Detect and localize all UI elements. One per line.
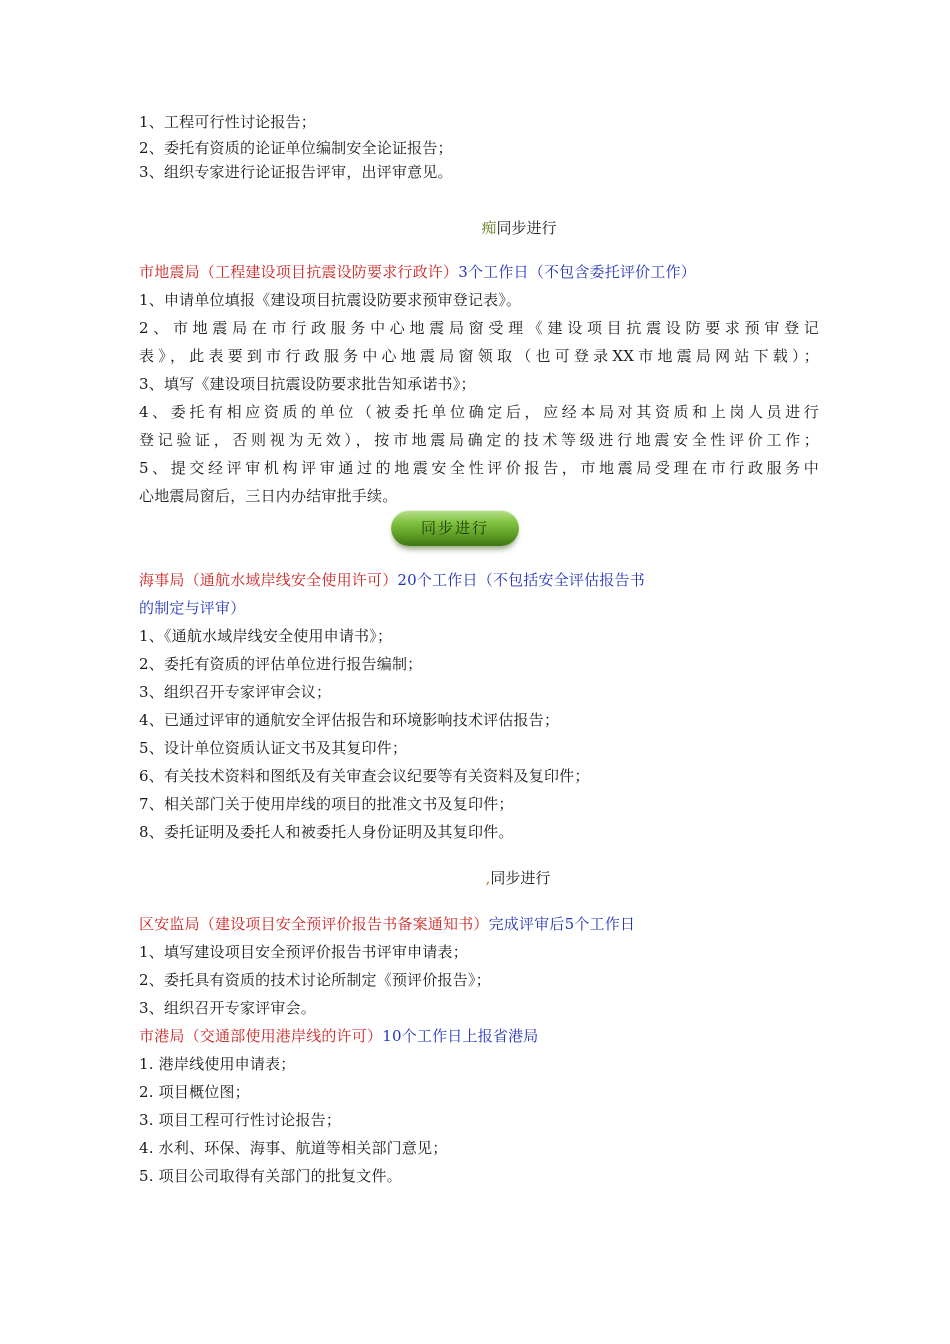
section-title-duration: 10个工作日上报省港局 xyxy=(382,1027,539,1045)
sync-mark: 痴 xyxy=(481,219,497,237)
list-item: 1. 港岸线使用申请表； xyxy=(139,1055,296,1073)
section-title-duration: 3个工作日（不包含委托评价工作） xyxy=(458,263,696,281)
list-item: 7、相关部门关于使用岸线的项目的批准文书及复印件； xyxy=(139,795,514,813)
list-item: 2、委托具有资质的技术讨论所制定《预评价报告》； xyxy=(139,971,491,989)
list-item: 3、组织专家进行论证报告评审，出评审意见。 xyxy=(139,163,453,181)
list-item: 5、设计单位资质认证文书及其复印件； xyxy=(139,739,408,757)
section-title-main: 市地震局（工程建设项目抗震设防要求行政许） xyxy=(139,263,459,281)
list-item: 表》，此表要到市行政服务中心地震局窗领取（也可登录XX市地震局网站下载）； xyxy=(139,347,819,365)
sync-text: 同步进行 xyxy=(490,869,551,887)
section-title xyxy=(139,1022,819,1050)
list-item: 5、提交经评审机构评审通过的地震安全性评价报告，市地震局受理在市行政服务中 xyxy=(139,459,819,477)
list-item: 2. 项目概位图； xyxy=(139,1083,250,1101)
list-item: 1、填写建设项目安全预评价报告书评审申请表； xyxy=(139,943,468,961)
section-maritime-bureau xyxy=(139,566,819,846)
sync-badge: 同步进行 xyxy=(391,510,519,546)
sync-text: 同步进行 xyxy=(496,219,557,237)
list-item: 3、填写《建设项目抗震设防要求批告知承诺书》； xyxy=(139,375,476,393)
list-item: 3、组织召开专家评审会。 xyxy=(139,999,316,1017)
list-item: 8、委托证明及委托人和被委托人身份证明及其复印件。 xyxy=(139,823,514,841)
sync-note xyxy=(217,864,819,892)
section-title-main: 区安监局（建设项目安全预评价报告书备案通知书） xyxy=(139,915,489,933)
sync-mark: , xyxy=(485,869,491,887)
list-item: 4. 水利、环保、海事、航道等相关部门意见； xyxy=(139,1139,448,1157)
section-safety-bureau xyxy=(139,910,819,1022)
list-item: 2、委托有资质的评估单位进行报告编制； xyxy=(139,655,423,673)
list-item: 4、已通过评审的通航安全评估报告和环境影响技术评估报告； xyxy=(139,711,560,729)
section-title xyxy=(139,258,819,286)
list-item: 1、《通航水域岸线安全使用申请书》； xyxy=(139,627,393,645)
list-item: 登记验证，否则视为无效），按市地震局确定的技术等级进行地震安全性评价工作； xyxy=(139,431,819,449)
list-item: 3. 项目工程可行性讨论报告； xyxy=(139,1111,342,1129)
list-item: 心地震局窗后，三日内办结审批手续。 xyxy=(139,487,398,505)
section-earthquake-bureau xyxy=(139,258,819,510)
list-item: 1、工程可行性讨论报告； xyxy=(139,113,316,131)
list-item: 3、组织召开专家评审会议； xyxy=(139,683,332,701)
sync-note xyxy=(219,214,819,242)
section-title xyxy=(139,566,819,594)
document-body xyxy=(139,108,819,1190)
section-title xyxy=(139,910,819,938)
intro-list xyxy=(139,108,819,184)
section-title-main: 市港局（交通部使用港岸线的许可） xyxy=(139,1027,383,1045)
section-title-continued: 的制定与评审） xyxy=(139,599,246,617)
list-item: 4、委托有相应资质的单位（被委托单位确定后，应经本局对其资质和上岗人员进行 xyxy=(139,403,819,421)
list-item: 6、有关技术资料和图纸及有关审查会议纪要等有关资料及复印件； xyxy=(139,767,590,785)
section-port-bureau xyxy=(139,1022,819,1190)
sync-badge-wrap xyxy=(91,510,819,554)
section-title-duration: 完成评审后5个工作日 xyxy=(488,915,636,933)
section-title-duration: 20个工作日（不包括安全评估报告书 xyxy=(397,571,645,589)
list-item: 2、市地震局在市行政服务中心地震局窗受理《建设项目抗震设防要求预审登记 xyxy=(139,319,819,337)
list-item: 1、申请单位填报《建设项目抗震设防要求预审登记表》。 xyxy=(139,291,522,309)
section-title-main: 海事局（通航水域岸线安全使用许可） xyxy=(139,571,398,589)
list-item: 5. 项目公司取得有关部门的批复文件。 xyxy=(139,1167,402,1185)
list-item: 2、委托有资质的论证单位编制安全论证报告； xyxy=(139,139,453,157)
